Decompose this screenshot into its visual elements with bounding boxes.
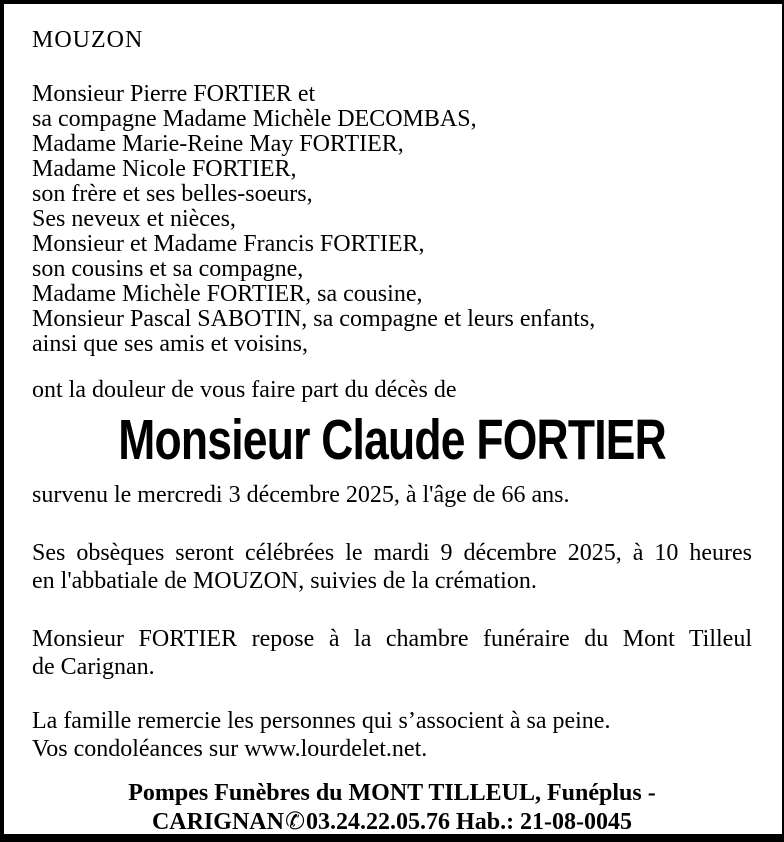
family-line: ainsi que ses amis et voisins, (32, 331, 308, 357)
phone-icon: ✆ (284, 807, 306, 835)
family-line: son cousins et sa compagne, (32, 256, 304, 282)
announcement-line: ont la douleur de vous faire part du décès de (32, 377, 457, 403)
ceremony-paragraph (32, 539, 752, 595)
family-line: Ses neveux et nièces, (32, 206, 236, 232)
deceased-name-block (32, 409, 752, 471)
family-line: Monsieur Pascal SABOTIN, sa compagne et leurs enfants, (32, 306, 596, 332)
ceremony-line: en l'abbatiale de MOUZON, suivies de la crémation. (32, 568, 537, 594)
repose-line: de Carignan. (32, 654, 155, 680)
family-line: Madame Marie-Reine May FORTIER, (32, 131, 404, 157)
funeral-home-phone: 03.24.22.05.76 Hab.: 21-08-0045 (306, 809, 633, 835)
condolences-url: www.lourdelet.net (244, 736, 422, 762)
funeral-home-contact (32, 807, 752, 836)
ceremony-line: Ses obsèques seront célébrées le mardi 9 décembre 2025, à 10 heures (32, 540, 752, 566)
family-line: Monsieur Pierre FORTIER et (32, 81, 316, 107)
funeral-home-footer (32, 779, 752, 836)
death-date-line: survenu le mercredi 3 décembre 2025, à l'âge de 66 ans. (32, 482, 570, 508)
funeral-home-name: Pompes Funèbres du MONT TILLEUL, Funéplus - (128, 780, 656, 806)
repose-paragraph (32, 625, 752, 681)
thanks-paragraph (32, 707, 752, 763)
funeral-home-city: CARIGNAN (151, 809, 284, 835)
family-line: Madame Michèle FORTIER, sa cousine, (32, 281, 423, 307)
deceased-name: Monsieur Claude FORTIER (118, 408, 666, 472)
city-heading: MOUZON (32, 27, 144, 53)
family-line: sa compagne Madame Michèle DECOMBAS, (32, 106, 477, 132)
thanks-line: La famille remercie les personnes qui s’associent à sa peine. (32, 708, 611, 734)
repose-line: Monsieur FORTIER repose à la chambre funéraire du Mont Tilleul (32, 626, 752, 652)
family-line: son frère et ses belles-soeurs, (32, 181, 313, 207)
condolences-suffix: . (421, 736, 428, 762)
family-list (32, 82, 752, 357)
family-line: Madame Nicole FORTIER, (32, 156, 297, 182)
family-line: Monsieur et Madame Francis FORTIER, (32, 231, 425, 257)
condolences-line (32, 735, 752, 763)
condolences-prefix: Vos condoléances sur (32, 736, 239, 762)
